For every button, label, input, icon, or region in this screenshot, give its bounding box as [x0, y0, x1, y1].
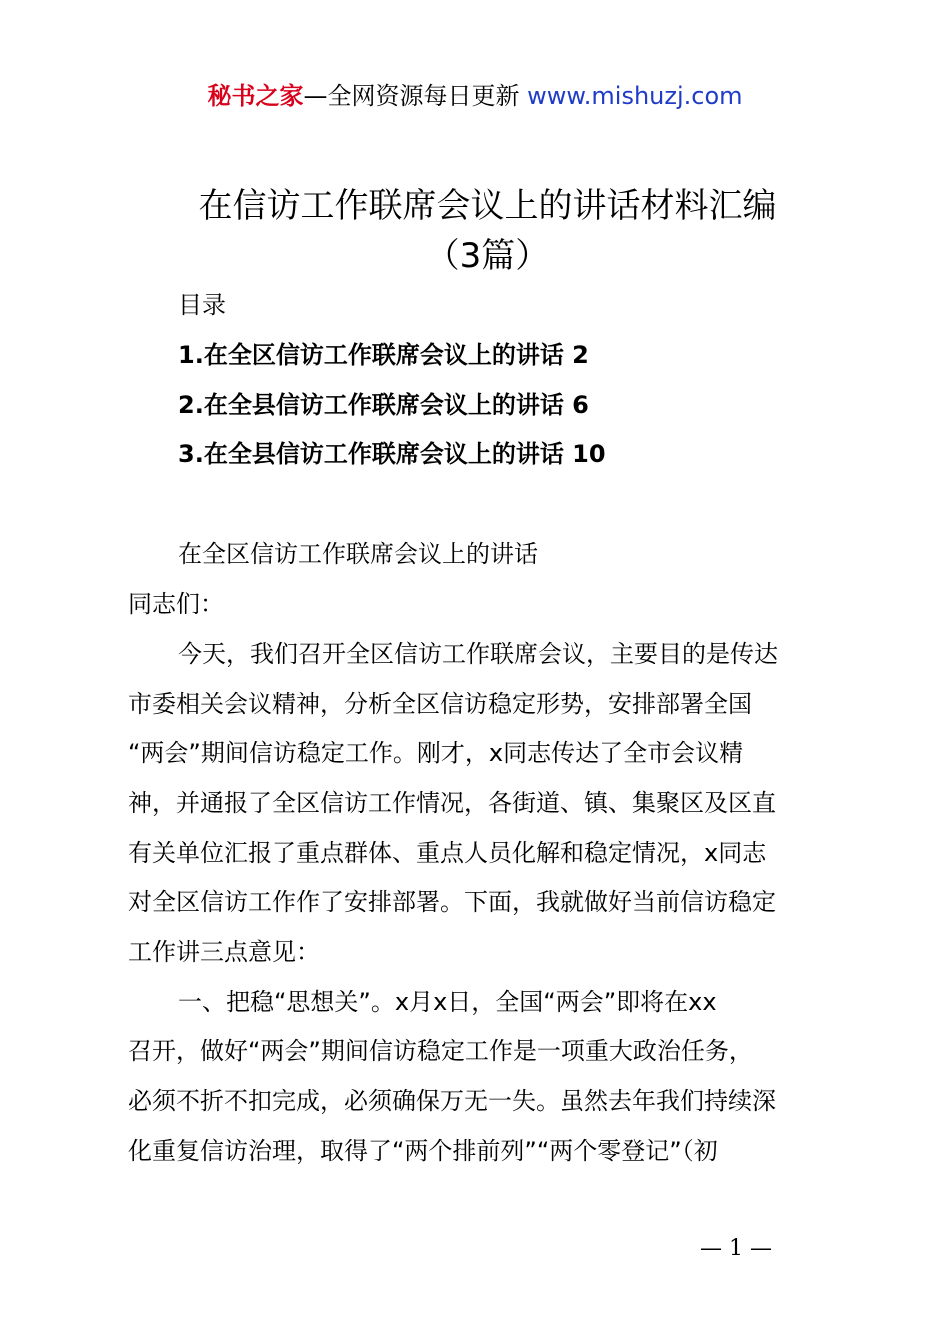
- toc-item[interactable]: 3.在全县信访工作联席会议上的讲话 10: [178, 440, 606, 468]
- body-line: “两会”期间信访稳定工作。刚才，x同志传达了全市会议精: [128, 739, 744, 767]
- document-title: 在信访工作联席会议上的讲话材料汇编: [198, 186, 777, 226]
- site-banner: [0, 80, 950, 112]
- body-line: 神，并通报了全区信访工作情况，各街道、镇、集聚区及区直: [128, 789, 776, 817]
- body-line: 市委相关会议精神，分析全区信访稳定形势，安排部署全国: [128, 690, 752, 718]
- document-title-count: （3篇）: [425, 236, 550, 276]
- toc-item[interactable]: 2.在全县信访工作联席会议上的讲话 6: [178, 391, 589, 419]
- body-line: 必须不折不扣完成，必须确保万无一失。虽然去年我们持续深: [128, 1087, 776, 1115]
- site-url-link[interactable]: www.mishuzj.com: [527, 82, 743, 110]
- body-line: 工作讲三点意见：: [128, 938, 320, 966]
- body-line: 化重复信访治理，取得了“两个排前列”“两个零登记”（初: [128, 1137, 718, 1165]
- body-line: 有关单位汇报了重点群体、重点人员化解和稳定情况，x同志: [128, 839, 767, 867]
- page-number: — 1 —: [700, 1236, 772, 1261]
- site-tagline: —全网资源每日更新: [303, 82, 528, 110]
- toc-item[interactable]: 1.在全区信访工作联席会议上的讲话 2: [178, 341, 589, 369]
- greeting: 同志们：: [128, 590, 224, 618]
- body-line: 召开，做好“两会”期间信访稳定工作是一项重大政治任务，: [128, 1037, 753, 1065]
- section-title: 在全区信访工作联席会议上的讲话: [178, 540, 538, 568]
- body-line: 今天，我们召开全区信访工作联席会议，主要目的是传达: [178, 640, 778, 668]
- body-line: 一、把稳“思想关”。x月x日，全国“两会”即将在xx: [178, 988, 717, 1016]
- body-line: 对全区信访工作作了安排部署。下面，我就做好当前信访稳定: [128, 888, 776, 916]
- site-brand: 秘书之家: [207, 82, 304, 110]
- toc-heading: 目录: [178, 291, 226, 319]
